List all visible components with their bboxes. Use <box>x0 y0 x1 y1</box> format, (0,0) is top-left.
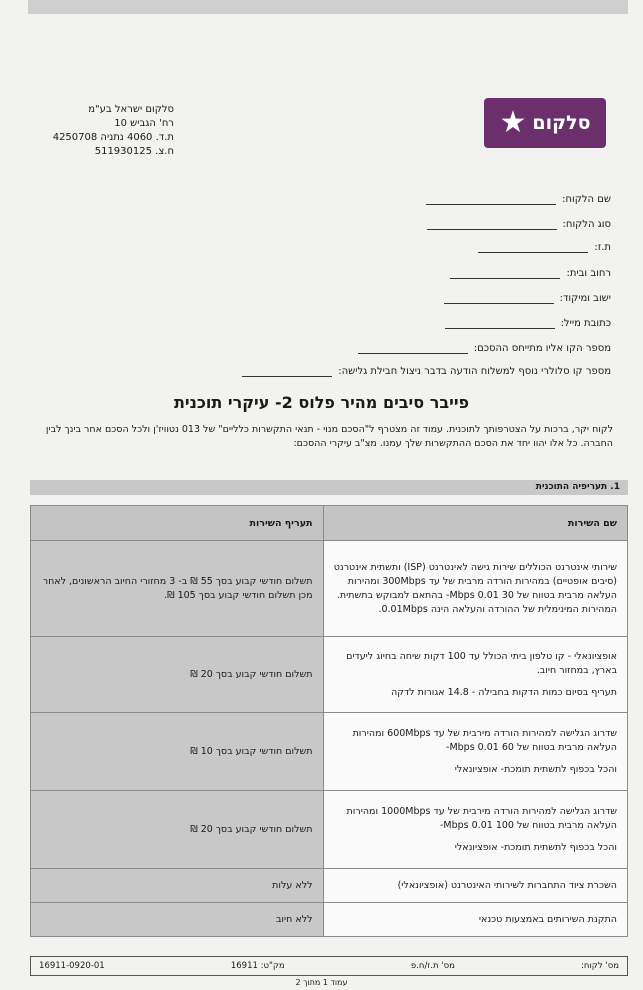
table-row <box>31 791 628 869</box>
header-service-name: שם השירות <box>323 506 627 541</box>
service-name-cell: שירותי אינטרנט הכוללים שירות גישה לאינטרנט (ISP) ותשתית אינטרנט (סיבים אופטיים) במהירות הורדה מרבית של עד 300Mbps ומהירות העלאה מרבית בטווח של 30 Mbps 0.01- בהתאם למבוקש בתשתית. המהירות המינימלית של ההורדה והעלאה הינה 0.01Mbps. <box>323 541 627 637</box>
customer-type-field: סוג הלקוח: <box>427 219 611 230</box>
service-price-cell: תשלום חודשי קבוע בסך 10 ₪ <box>31 713 324 791</box>
section-heading: 1. תעריפיה התוכנית <box>30 480 628 495</box>
footer-id-no: מס' ת.ז/ח.פ <box>410 961 455 971</box>
extra-mobile-field: מספר קו סלולרי נוסף למשלוח הודעה בדבר ניצול חבילת גלישה: <box>242 366 611 377</box>
city-field: ישוב ומיקוד: <box>444 293 611 304</box>
email-line[interactable] <box>445 318 555 329</box>
service-price-cell: תשלום חודשי קבוע בסך 55 ₪ ב- 3 מחזורי החיוב הראשונים, לאחר מכן תשלום חודשי קבוע בסך 105 ₪. <box>31 541 324 637</box>
star-icon: ★ <box>499 105 527 140</box>
plan-title: פייבר סיבים מהיר פלוס 2- עיקרי תוכנית <box>173 393 470 412</box>
table-row <box>31 903 628 937</box>
service-name-cell: התקנת השירותים באמצעות טכנאי <box>323 903 627 937</box>
footer-customer-no: מס' לקוח: <box>581 961 619 971</box>
table-row <box>31 869 628 903</box>
service-name-cell: אופציונאלי - קו טלפון ביתי הכולל עד 100 דקות שיחה בחיוג ליעדים בארץ, במחזור חיוב. תעריף בסיום כמות הדקות בחבילה - 14.8 אגורות לדקה <box>323 637 627 713</box>
table-row <box>31 713 628 791</box>
service-price-cell: תשלום חודשי קבוע בסך 20 ₪ <box>31 791 324 869</box>
customer-type-line[interactable] <box>427 219 557 230</box>
city-line[interactable] <box>444 293 554 304</box>
line-number-line[interactable] <box>358 343 468 354</box>
intro-paragraph: לקוח יקר, ברכות על הצטרפותך לתוכנית. עמוד זה מצטרף ל"הסכם מנוי - תנאי התקשרות כלליים" של 013 נטוויז'ן ולכל הסכם אחר בינך לבין החברה. כל אלו יהוו יחד את הסכם ההתקשרות שלך עמנו. מצ"ב עיקרי ההסכם: <box>45 424 613 449</box>
service-price-cell: ללא עלות <box>31 869 324 903</box>
services-table <box>30 505 628 937</box>
street-line[interactable] <box>450 268 560 279</box>
service-name-cell: שדרוג הגלישה למהירות הורדה מירבית של עד 600Mbps ומהירות העלאה מרבית בטווח של 60 Mbps 0.01- והכל בכפוף לתשתית תומכת- אופציונאלי <box>323 713 627 791</box>
customer-name-field: שם הלקוח: <box>426 194 611 205</box>
page-footer <box>30 956 628 976</box>
logo-name: סלקום <box>532 112 591 134</box>
header-service-price: תעריף השירות <box>31 506 324 541</box>
company-reg: ח.צ. 511930125 <box>94 146 174 157</box>
table-header-row <box>31 506 628 541</box>
company-name: סלקום ישראל בע"מ <box>88 104 174 115</box>
table-row <box>31 637 628 713</box>
line-number-field: מספר הקו אליו מתייחס ההסכם: <box>358 343 611 354</box>
extra-mobile-line[interactable] <box>242 366 332 377</box>
id-number-line[interactable] <box>478 242 588 253</box>
table-row <box>31 541 628 637</box>
scan-top-band <box>28 0 628 14</box>
id-number-field: ת.ז: <box>478 242 611 253</box>
cellcom-logo <box>484 98 606 148</box>
page-number: עמוד 1 מתוך 2 <box>295 978 348 987</box>
service-price-cell: ללא חיוב <box>31 903 324 937</box>
company-details <box>44 103 174 159</box>
footer-sku: מק"ט: 16911 <box>230 961 285 971</box>
company-pobox: ת.ד. 4060 נתניה 4250708 <box>52 132 174 143</box>
customer-name-line[interactable] <box>426 194 556 205</box>
company-street: רח' הגביש 10 <box>114 118 174 129</box>
service-price-cell: תשלום חודשי קבוע בסך 20 ₪ <box>31 637 324 713</box>
service-name-cell: השכרת ציוד התחברות לשירותי האינטרנט (אופציונאלי) <box>323 869 627 903</box>
footer-doc-code: 16911-0920-01 <box>39 961 105 971</box>
service-name-cell: שדרוג הגלישה למהירות הורדה מירבית של עד 1000Mbps ומהירות העלאה מרבית בטווח של 100 Mbps 0.01- והכל בכפוף לתשתית תומכת- אופציונאלי <box>323 791 627 869</box>
email-field: כתובת מייל: <box>445 318 611 329</box>
street-field: רחוב ובית: <box>450 268 611 279</box>
